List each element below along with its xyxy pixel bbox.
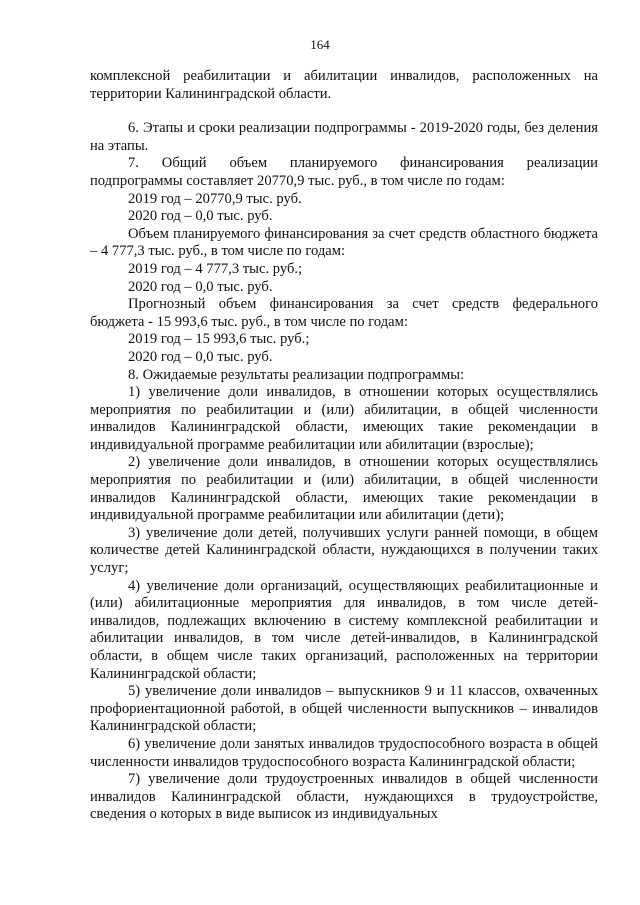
federal-year-2019: 2019 год – 15 993,6 тыс. руб.;	[128, 331, 310, 348]
paragraph-stages: 6. Этапы и сроки реализации подпрограммы - 2019-2020 годы, без деления на этапы.	[90, 120, 598, 154]
result-item-7: 7) увеличение доли трудоустроенных инвалидов в общей численности инвалидов Калининградской области, нуждающихся в трудоустройстве, сведения о которых в виде выписок из индивидуальных	[90, 771, 598, 823]
result-item-4: 4) увеличение доли организаций, осуществляющих реабилитационные и (или) абилитационные мероприятия для инвалидов, в том числе детей-инвалидов, подлежащих включению в систему комплексной реабилитации и абилитации инвалидов, в том числе детей-инвалидов, в Калининградской области, в общем числе таких организаций, расположенных на территории Калининградской области;	[90, 577, 598, 682]
funding-year-2020: 2020 год – 0,0 тыс. руб.	[128, 208, 273, 225]
paragraph-federal-budget: Прогнозный объем финансирования за счет средств федерального бюджета - 15 993,6 тыс. руб., в том числе по годам:	[90, 296, 598, 330]
paragraph-expected-results: 8. Ожидаемые результаты реализации подпрограммы:	[128, 366, 465, 383]
result-item-6: 6) увеличение доли занятых инвалидов трудоспособного возраста в общей численности инвалидов трудоспособного возраста Калининградской области;	[90, 735, 598, 770]
result-item-2: 2) увеличение доли инвалидов, в отношении которых осуществлялись мероприятия по реабилитации и (или) абилитации, в общей численности инвалидов Калининградской области, имеющих такие рекомендации в индивидуальной программе реабилитации или абилитации (дети);	[90, 454, 598, 524]
funding-year-2019: 2019 год – 20770,9 тыс. руб.	[128, 190, 302, 207]
page-number: 164	[310, 37, 330, 52]
federal-year-2020: 2020 год – 0,0 тыс. руб.	[128, 348, 273, 365]
result-item-3: 3) увеличение доли детей, получивших услуги ранней помощи, в общем количестве детей Калининградской области, нуждающихся в получении таких услуг;	[90, 524, 598, 577]
paragraph-continuation: комплексной реабилитации и абилитации инвалидов, расположенных на территории Калининградской области.	[90, 68, 598, 102]
result-item-5: 5) увеличение доли инвалидов – выпускников 9 и 11 классов, охваченных профориентационной работой, в общей численности выпускников – инвалидов Калининградской области;	[90, 683, 598, 735]
document-body	[90, 68, 598, 824]
result-item-1: 1) увеличение доли инвалидов, в отношении которых осуществлялись мероприятия по реабилитации и (или) абилитации, в общей численности инвалидов Калининградской области, имеющих такие рекомендации в индивидуальной программе реабилитации или абилитации (взрослые);	[90, 384, 598, 453]
paragraph-regional-budget: Объем планируемого финансирования за счет средств областного бюджета – 4 777,3 тыс. руб., в том числе по годам:	[90, 225, 598, 260]
paragraph-total-funding: 7. Общий объем планируемого финансирования реализации подпрограммы составляет 20770,9 тыс. руб., в том числе по годам:	[90, 155, 598, 189]
regional-year-2019: 2019 год – 4 777,3 тыс. руб.;	[128, 260, 303, 277]
regional-year-2020: 2020 год – 0,0 тыс. руб.	[128, 278, 273, 295]
